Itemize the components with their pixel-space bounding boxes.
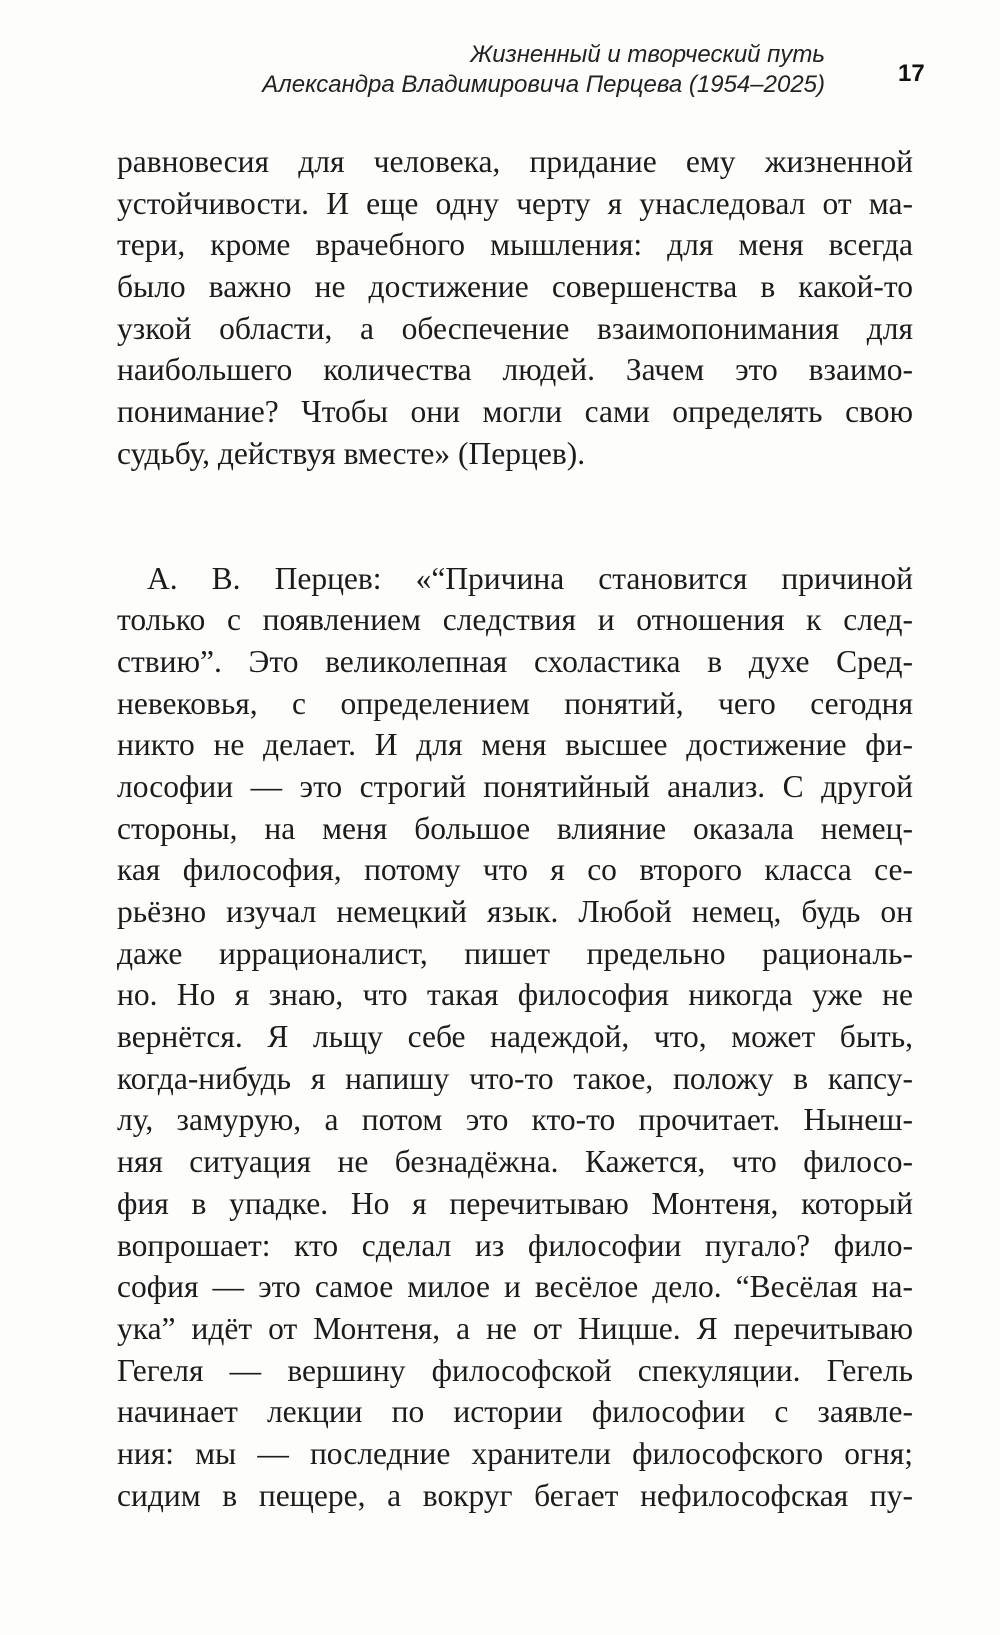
- text-line: рьёзно изучал немецкий язык. Любой немец, будь он: [117, 894, 913, 929]
- text-line: было важно не достижение совершенства в какой-то: [117, 269, 913, 305]
- text-line: узкой области, а обеспечение взаимопонимания для: [117, 310, 913, 346]
- text-line: понимание? Чтобы они могли сами определять свою: [117, 394, 913, 430]
- text-line: начинает лекции по истории философии с заявле-: [117, 1394, 913, 1430]
- paragraph-1: [117, 141, 913, 475]
- text-line: наибольшего количества людей. Зачем это взаимо-: [117, 352, 913, 388]
- paragraph-2: [117, 558, 913, 1517]
- text-line: няя ситуация не безнадёжна. Кажется, что филосо-: [117, 1144, 913, 1180]
- text-line: кая философия, потому что я со второго класса се-: [117, 852, 913, 888]
- text-line: ствию”. Это великолепная схоластика в духе Сред-: [117, 643, 913, 679]
- text-line: ния: мы — последние хранители философского огня;: [117, 1435, 913, 1471]
- body-text: [117, 141, 913, 1516]
- text-line: равновесия для человека, придание ему жизненной: [117, 144, 913, 179]
- paragraph-gap: [117, 475, 913, 558]
- text-line: судьбу, действуя вместе» (Перцев).: [117, 435, 586, 471]
- text-line: когда-нибудь я напишу что-то такое, положу в капсу-: [117, 1060, 913, 1096]
- text-line: ука” идёт от Монтеня, а не от Ницше. Я перечитываю: [117, 1310, 913, 1346]
- text-line: никто не делает. И для меня высшее достижение фи-: [117, 727, 913, 763]
- text-line: но. Но я знаю, что такая философия никогда уже не: [117, 977, 913, 1013]
- text-line: устойчивости. И еще одну черту я унаследовал от ма-: [117, 185, 913, 221]
- text-line: Гегеля — вершину философской спекуляции. Гегель: [117, 1352, 913, 1388]
- text-line: невековья, с определением понятий, чего сегодня: [117, 685, 913, 721]
- text-line: софия — это самое милое и весёлое дело. “Весёлая на-: [117, 1269, 913, 1305]
- text-line: тери, кроме врачебного мышления: для меня всегда: [117, 227, 913, 263]
- text-line: вопрошает: кто сделал из философии пугало? фило-: [117, 1227, 913, 1263]
- text-line: стороны, на меня большое влияние оказала немец-: [117, 810, 913, 846]
- running-header: [125, 40, 825, 100]
- text-line: даже иррационалист, пишет предельно рациональ-: [117, 935, 913, 971]
- text-line: только с появлением следствия и отношения к след-: [117, 602, 913, 638]
- text-line: вернётся. Я льщу себе надеждой, что, может быть,: [117, 1019, 913, 1055]
- text-line: А. В. Перцев: «“Причина становится причиной: [147, 560, 913, 596]
- text-line: сидим в пещере, а вокруг бегает нефилософская пу-: [117, 1477, 913, 1513]
- text-line: фия в упадке. Но я перечитываю Монтеня, который: [117, 1185, 913, 1221]
- text-line: лу, замурую, а потом это кто-то прочитает. Нынеш-: [117, 1102, 913, 1138]
- running-header-line-2: Александра Владимировича Перцева (1954–2025): [262, 71, 825, 98]
- text-line: лософии — это строгий понятийный анализ. С другой: [117, 768, 913, 804]
- page-number: 17: [898, 60, 925, 87]
- running-header-line-1: Жизненный и творческий путь: [470, 41, 825, 68]
